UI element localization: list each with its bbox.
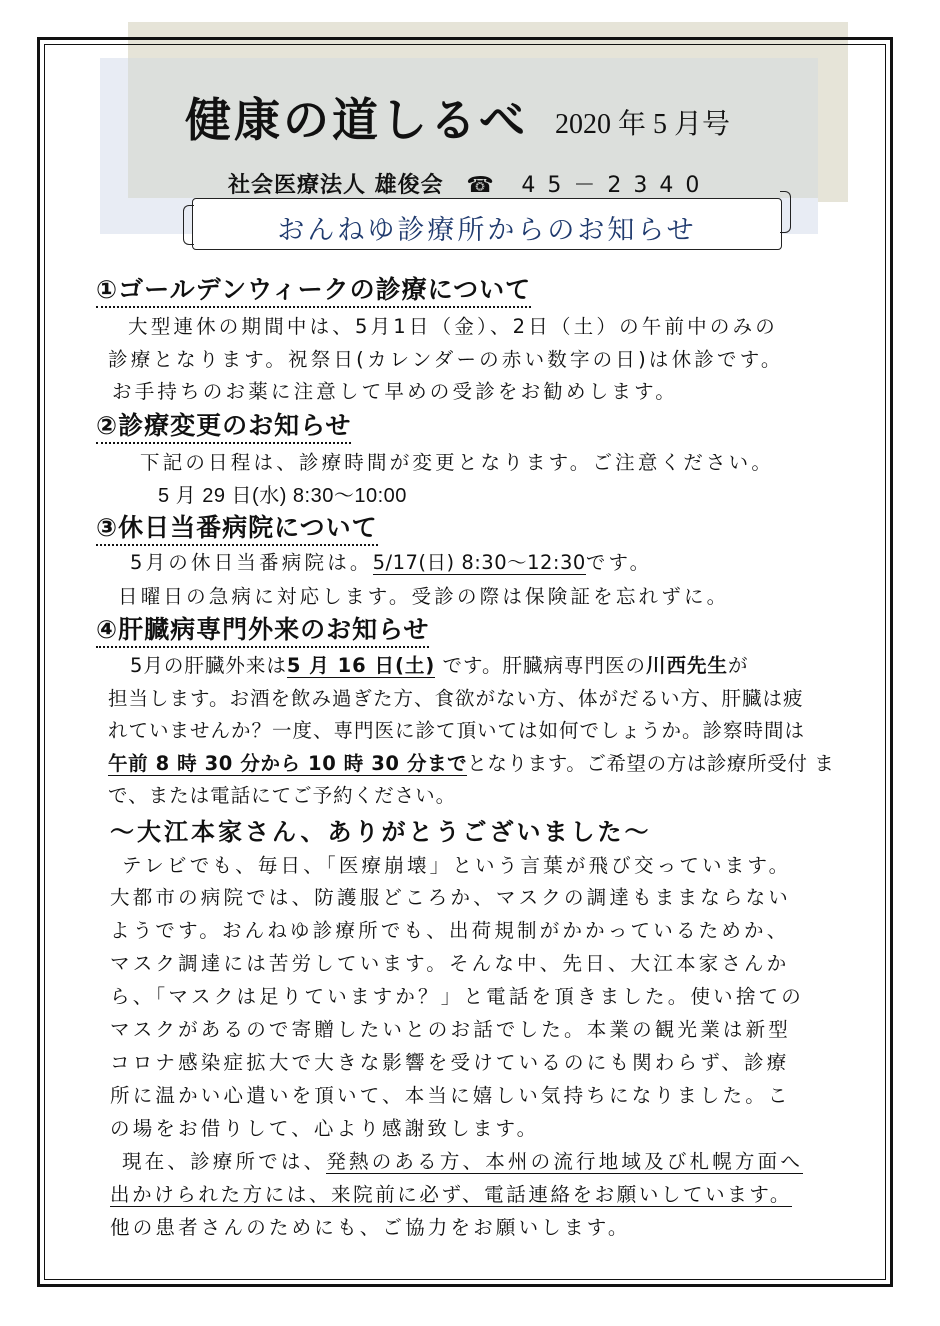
section1-line1: 大型連休の期間中は、5月1日（金）、2日（土）の午前中のみの — [128, 315, 778, 338]
section5-line9: の場をお借りして、心より感謝致します。 — [110, 1117, 540, 1140]
section4-line4: 午前 8 時 30 分から 10 時 30 分までとなります。ご希望の方は診療所受付 ま — [108, 752, 835, 775]
section5-line8: 所に温かい心遣いを頂いて、本当に嬉しい気持ちになりました。こ — [110, 1084, 791, 1107]
section5-line5: ら、「マスクは足りていますか？」と電話を頂きました。使い捨ての — [110, 985, 804, 1008]
section5-line2: 大都市の病院では、防護服どころか、マスクの調達もままならない — [110, 886, 792, 909]
section5-line1: テレビでも、毎日、「医療崩壊」という言葉が飛び交っています。 — [122, 854, 792, 877]
phone-number: 45－2340 — [521, 173, 712, 198]
section4-line5: で、または電話にてご予約ください。 — [108, 784, 457, 807]
banner-title: おんねゆ診療所からのお知らせ — [277, 215, 697, 246]
section4-line2: 担当します。お酒を飲み過ぎた方、食欲がない方、体がだるい方、肝臓は疲 — [108, 687, 804, 710]
banner-scroll — [192, 198, 782, 250]
section5-line12: 他の患者さんのためにも、ご協力をお願いします。 — [110, 1216, 631, 1239]
section5-line4: マスク調達には苦労しています。そんな中、先日、大江本家さんか — [110, 952, 790, 975]
section5-line7: コロナ感染症拡大で大きな影響を受けているのにも関わらず、診療 — [110, 1051, 790, 1074]
telephone-icon: ☎ — [466, 173, 495, 198]
section2-heading: ②診療変更のお知らせ — [96, 406, 351, 442]
section4-line1: 5月の肝臓外来は5 月 16 日(土) です。肝臓病専門医の川西先生が — [130, 654, 749, 677]
doctor-name: 川西先生 — [645, 654, 728, 677]
section2-schedule: 5 月 29 日(水) 8:30～10:00 — [158, 485, 407, 507]
section3-line2: 日曜日の急病に対応します。受診の際は保険証を忘れずに。 — [118, 585, 730, 608]
section4-heading: ④肝臓病専門外来のお知らせ — [96, 610, 429, 646]
holiday-duty-date: 5/17(日) 8:30～12:30 — [372, 551, 586, 574]
section5-line6: マスクがあるので寄贈したいとのお話でした。本業の観光業は新型 — [110, 1018, 792, 1041]
section4-line3: れていませんか？一度、専門医に診て頂いては如何でしょうか。診察時間は — [108, 719, 806, 742]
liver-clinic-hours: 午前 8 時 30 分から 10 時 30 分まで — [108, 752, 468, 775]
section1-line3: お手持ちのお薬に注意して早めの受診をお勧めします。 — [112, 380, 678, 403]
section5-line3: ようです。おんねゆ診療所でも、出荷規制がかかっているためか、 — [110, 919, 790, 942]
organization-line — [228, 168, 711, 199]
notice-underlined-1: 発熱のある方、本州の流行地域及び札幌方面へ — [326, 1150, 804, 1173]
section3-line1: 5月の休日当番病院は。5/17(日) 8:30～12:30です。 — [130, 551, 653, 574]
liver-clinic-date: 5 月 16 日(土) — [286, 654, 436, 677]
newsletter-title: 健康の道しるべ — [185, 93, 528, 147]
issue-date: 2020 年 5 月号 — [555, 109, 731, 140]
notice-underlined-2: 出かけられた方には、来院前に必ず、電話連絡をお願いしています。 — [110, 1183, 792, 1206]
section3-heading: ③休日当番病院について — [96, 508, 378, 544]
section5-line10: 現在、診療所では、発熱のある方、本州の流行地域及び札幌方面へ — [122, 1150, 804, 1173]
organization-name: 社会医療法人 雄俊会 — [228, 173, 444, 198]
section1-line2: 診療となります。祝祭日(カレンダーの赤い数字の日)は休診です。 — [108, 348, 784, 371]
section5-line11 — [110, 1179, 792, 1207]
section2-line1: 下記の日程は、診療時間が変更となります。ご注意ください。 — [140, 451, 775, 474]
section1-heading: ①ゴールデンウィークの診療について — [96, 270, 531, 306]
section5-heading: ～大江本家さん、ありがとうございました～ — [110, 818, 652, 846]
